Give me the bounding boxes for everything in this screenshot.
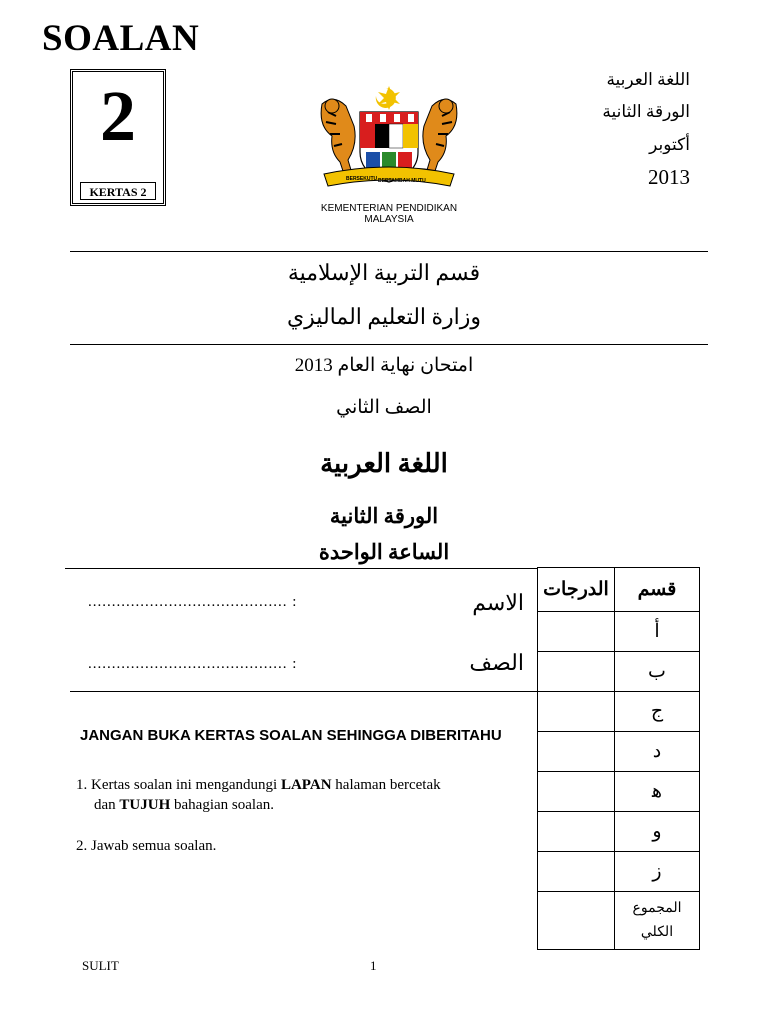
section-header: قسم bbox=[615, 568, 700, 612]
score-row bbox=[538, 612, 700, 652]
score-row bbox=[538, 772, 700, 812]
page-number: 1 bbox=[370, 958, 377, 973]
footer-sulit: SULIT bbox=[82, 958, 119, 973]
section-label: ز bbox=[615, 852, 700, 892]
exam-title: امتحان نهاية العام 2013 bbox=[294, 355, 474, 376]
total-label-line2: الكلي bbox=[640, 924, 674, 940]
marks-cell[interactable] bbox=[538, 612, 615, 652]
subject-small: اللغة العربية bbox=[606, 70, 690, 89]
instruction-note-1 bbox=[76, 775, 536, 815]
score-row bbox=[538, 652, 700, 692]
note-1-tujuh: TUJUH bbox=[119, 797, 171, 813]
score-table-header bbox=[538, 568, 700, 612]
marks-cell[interactable] bbox=[538, 812, 615, 852]
marks-cell[interactable] bbox=[538, 692, 615, 732]
form-top-rule bbox=[65, 568, 537, 569]
tiger-right bbox=[423, 99, 457, 180]
name-label: الاسم bbox=[472, 590, 524, 615]
ministry-line: وزارة التعليم الماليزي bbox=[286, 304, 482, 329]
crest-motto-left: BERSEKUTU bbox=[346, 176, 378, 182]
class-label: الصف bbox=[469, 650, 524, 675]
marks-cell[interactable] bbox=[538, 732, 615, 772]
paper-number-box bbox=[70, 69, 166, 206]
marks-cell[interactable] bbox=[538, 652, 615, 692]
note-1-text-d: dan bbox=[94, 797, 120, 813]
tiger-left bbox=[321, 99, 355, 180]
malaysia-coat-of-arms-logo bbox=[314, 82, 464, 200]
marks-header: الدرجات bbox=[538, 568, 615, 612]
note-1-text-a: Kertas soalan ini mengandungi bbox=[91, 777, 281, 793]
total-label-line1: المجموع bbox=[632, 900, 682, 916]
department-line: قسم التربية الإسلامية bbox=[287, 260, 481, 285]
note-1-lapan: LAPAN bbox=[280, 777, 332, 793]
paper-small: الورقة الثانية bbox=[602, 102, 690, 121]
note-1-text-c: halaman bercetak bbox=[331, 777, 441, 793]
divider-middle bbox=[70, 344, 708, 345]
divider-top bbox=[70, 251, 708, 252]
score-row bbox=[538, 732, 700, 772]
section-label: ج bbox=[615, 692, 700, 732]
soalan-title: SOALAN bbox=[42, 18, 200, 59]
total-label bbox=[615, 892, 700, 950]
class-field[interactable]: .......................................... : bbox=[88, 656, 298, 672]
note-1-number: 1. bbox=[76, 777, 88, 793]
duration-line: الساعة الواحدة bbox=[318, 540, 450, 564]
name-field[interactable]: .......................................... : bbox=[88, 594, 298, 610]
subject-title: اللغة العربية bbox=[320, 449, 448, 478]
section-label: أ bbox=[615, 612, 700, 652]
ministry-name: KEMENTERIAN PENDIDIKAN MALAYSIA bbox=[320, 203, 458, 225]
kertas-label: KERTAS 2 bbox=[80, 182, 156, 200]
month-small: أكتوبر bbox=[649, 135, 690, 154]
instruction-note-2: 2. Jawab semua soalan. bbox=[76, 838, 217, 854]
paper-number: 2 bbox=[100, 76, 136, 156]
total-marks-cell[interactable] bbox=[538, 892, 615, 950]
note-1-text-f: bahagian soalan. bbox=[170, 797, 274, 813]
section-label: ب bbox=[615, 652, 700, 692]
score-row bbox=[538, 812, 700, 852]
form-line: الصف الثاني bbox=[336, 397, 432, 418]
crest-motto-right: BERTAMBAH MUTU bbox=[378, 178, 426, 184]
section-label: ﻫ bbox=[615, 772, 700, 812]
instruction-heading: JANGAN BUKA KERTAS SOALAN SEHINGGA DIBERITAHU bbox=[80, 727, 502, 744]
score-row bbox=[538, 692, 700, 732]
section-label: د bbox=[615, 732, 700, 772]
year-small: 2013 bbox=[648, 165, 690, 189]
score-table bbox=[537, 567, 700, 950]
total-row bbox=[538, 892, 700, 950]
marks-cell[interactable] bbox=[538, 852, 615, 892]
score-row bbox=[538, 852, 700, 892]
marks-cell[interactable] bbox=[538, 772, 615, 812]
form-bottom-rule bbox=[70, 691, 538, 692]
paper-title: الورقة الثانية bbox=[329, 504, 439, 528]
section-label: و bbox=[615, 812, 700, 852]
